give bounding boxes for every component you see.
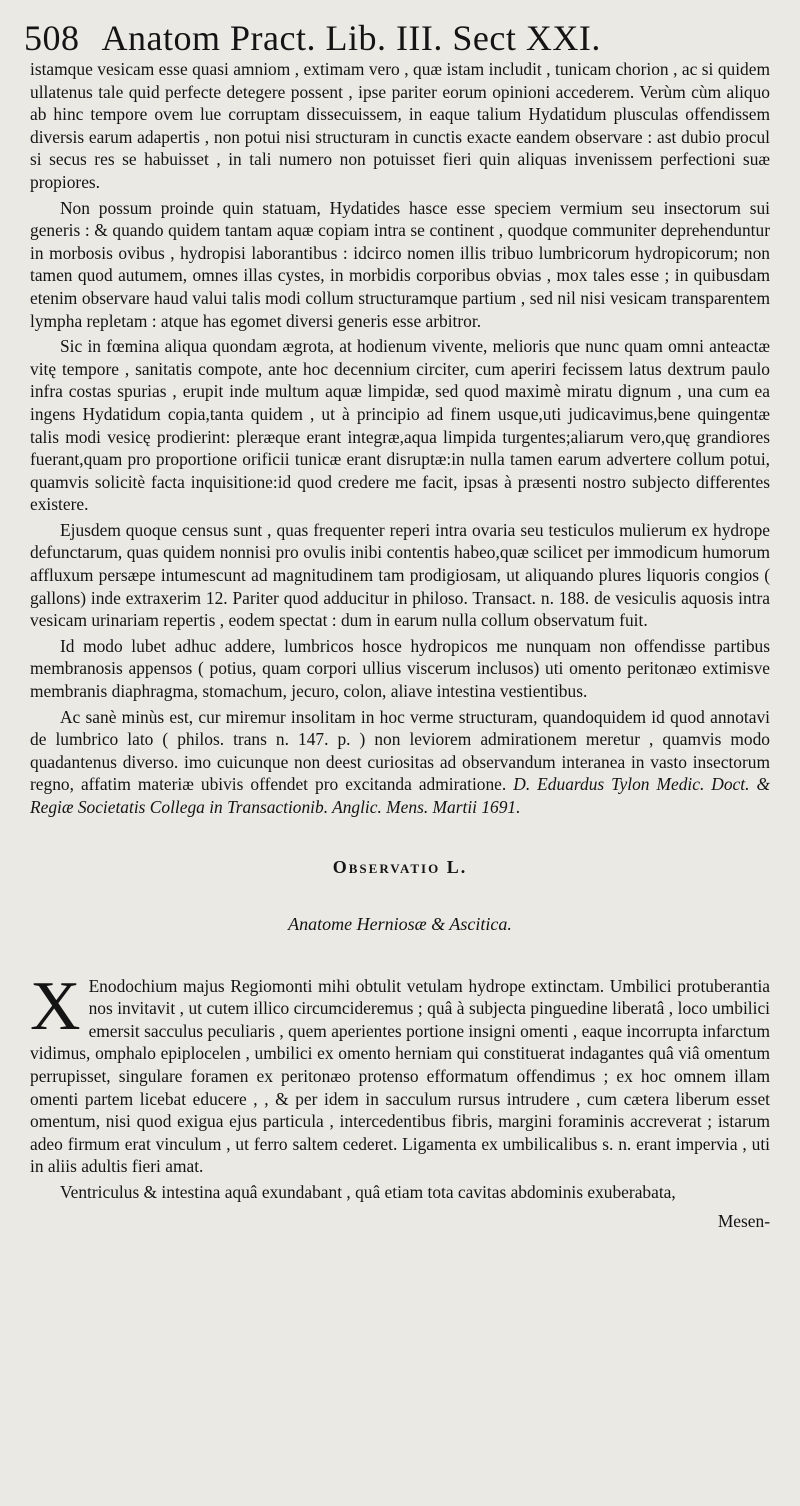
paragraph: Enodochium majus Regiomonti mihi obtulit vetulam hydrope extinctam. Umbilici protuberantia nos invitavit , ut cutem illico circumcideremus ; quâ à subjecta pinguedine liberatâ , loco umbilici emersit sacculus peculiaris , quem aperientes portione insigni omenti , eaque incorrupta infarctum vidimus, omphalo epiplocelen , umbilici ex omento herniam qui constituerat indagantes quâ viâ omentum perrupisset, singulare foramen ex peritonæo protenso efformatum offendimus ; ex hoc omnem illam omenti partem licebat educere , , & per idem in sacculum rursus intrudere , cum cætera liberum esset omentum, nisi quod exigua ejus particula , intercedentibus fibris, margini foraminis accreverat ; istarum adeo firmum erat vinculum , ut ferro saltem cederet. Ligamenta ex umbilicalibus s. n. erant impervia , uti in aliis adultis fieri amat. [30, 975, 770, 1177]
paragraph-with-signature [30, 706, 770, 819]
paragraph: istamque vesicam esse quasi amniom , extimam vero , quæ istam includit , tunicam chorion , ac si quidem ullatenus tale quid perfecte detegere possent , ipse pariter eorum opinioni accederem. Verùm cùm aliquo ab hinc tempore ovem lue corruptam dissecuissem, in eaque talium Hydatidum plusculas offendissem diversis earum adapertis , non potui nisi structuram in cunctis exacte eandem observare : ast dubio procul si secus res se habuisset , in tali numero non potuisset fieri quin aliquas invenissem perfectioni suæ propiores. [30, 59, 770, 192]
drop-cap: X [30, 967, 81, 1045]
page-number: 508 [24, 18, 80, 58]
paragraph: Ejusdem quoque census sunt , quas frequenter reperi intra ovaria seu testiculos mulierum ex hydrope defunctarum, quas quidem nonnisi pro ovulis inibi contentis habeo,quæ scilicet per immodicum humorum affluxum persæpe intumescunt ad magnitudinem tam prodigiosam, ut aliquando plures liquoris congios ( gallons) inde extraxerim 12. Pariter quod adducitur in philoso. Transact. n. 188. de vesiculis aquosis intra vesicam urinariam repertis , eodem spectat : dum in earum nulla collum observatum fuit. [30, 519, 770, 631]
running-title: Anatom Pract. Lib. III. Sect XXI. [101, 18, 601, 58]
paragraph: Id modo lubet adhuc addere, lumbricos hosce hydropicos me nunquam non offendisse partibus membranosis appensos ( potius, quam corpori ullius viscerum inclusos) uti omento peritonæo extimisve membranis diaphragma, stomachum, jecuro, colon, aliave intestina vestientibus. [30, 635, 770, 702]
paragraph-text: Ac sanè minùs est, cur miremur insolitam in hoc verme structuram, quandoquidem id quod annotavi de lumbrico lato ( philos. trans n. 147. p. ) non leviorem admirationem meretur , quamvis modo quadantenus diverso. imo cuicunque non deest curiositas ad observandum interanea in vasto insectorum regno, affatim materiæ ubivis offendet pro excitanda admiratione. [30, 706, 770, 795]
observation-subtitle: Anatome Herniosæ & Ascitica. [288, 913, 512, 934]
observation-body [30, 967, 770, 1233]
catchword: Mesen- [717, 1210, 770, 1231]
main-text [30, 58, 770, 819]
paragraph: Ventriculus & intestina aquâ exundabant , quâ etiam tota cavitas abdominis exuberabata, [60, 1181, 676, 1202]
running-header [24, 18, 770, 58]
paragraph: Sic in fœmina aliqua quondam ægrota, at hodienum vivente, melioris que nunc quam omni anteactæ vitę tempore , sanitatis compote, ante hoc decennium circiter, cum aperiri fecissem latus dextrum paulo infra costas spurias , erupit inde multum aquæ limpidæ, sed quod maximè miratu dignum , una cum ea ingens Hydatidum copia,tanta quidem , ut à principio ad finem usque,uti judicavimus,bene quingentæ talis modi vesicę prodierint: pleræque erant integræ,aqua limpida turgentes;aliarum vero,quę grandiores fuerant,quam pro proportione orificii tunicæ erant disruptæ:in nulla tamen earum advertere collum potui, quamvis solicitè facta inquisitione:id quod credere me facit, ipsas à præsenti nostro subjecto differentes existere. [30, 336, 770, 515]
observation-title: Observatio L. [332, 856, 468, 877]
paragraph: Non possum proinde quin statuam, Hydatides hasce esse speciem vermium seu insectorum sui generis : & quando quidem tantam aquæ copiam intra se continent , quodque communiter deprehenduntur in morbosis ovibus , hydropisi laborantibus : idcirco nomen illis tribuo lumbricorum hydropicorum; non tamen quod autumem, omnes illas cystes, in morbidis corporibus obvias , mox tales esse ; in quibusdam etenim observare haud valui talis modi collum structuramque partium , sed nil nisi vesicam transparentem lympha repletam : atque has egomet diversi generis esse arbitror. [30, 197, 770, 331]
author-signature: D. Eduardus Tylon Medic. Doct. & Regiæ Societatis Collega in Transactionib. Anglic. Mens. Martii 1691. [30, 774, 770, 817]
